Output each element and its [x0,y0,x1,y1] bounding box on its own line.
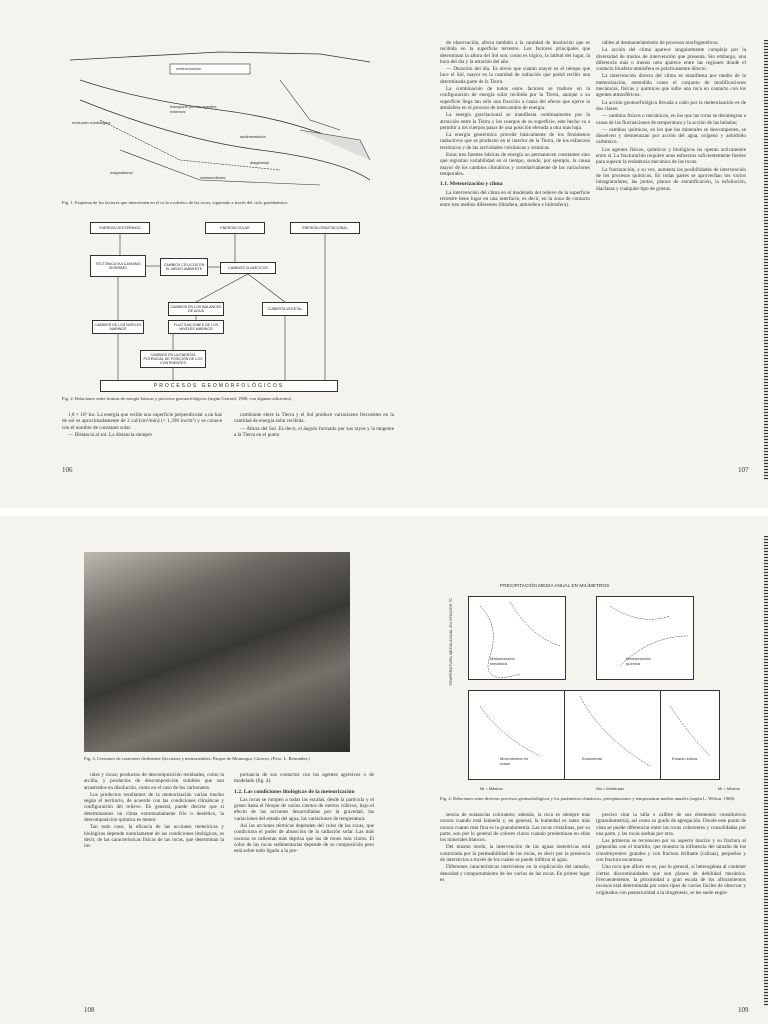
paragraph: Las primeras se reconocen por su aspecto macizo y su fractura al golpearlas con el martillo, que muestra la influencia del tamaño de los constituyentes: grandes y con fractura brillante (calizas), pequeños y con fractura escamosa. [596,838,746,864]
paragraph: — Distancia al sol. La distancia siempre [68,431,152,438]
box-geothermal-energy: ENERGÍA GEOTÉRMICA [90,222,150,234]
panel-label-runoff: Exosmento [582,756,603,761]
paragraph: Así las acciones térmicas dependen del color de las rocas, que condiciona el poder de absorción de la radiación solar. Las más oscuras se calientan más deprisa que las de tonos más claros. El color de las rocas sedimentarias depende de su composición pero está sobre todo ligado a la pre- [234,823,374,855]
paragraph: rables al desmantelamiento de procesos morfogenéticos. [602,40,719,46]
page-106 [0,0,420,508]
figure-4-curves [420,516,768,796]
page-number: 107 [738,466,749,474]
page-107 [420,0,768,508]
text-column-right [596,40,746,193]
fig1-label-magmatism: magmatismo [110,170,133,175]
box-geomorphological-processes: PROCESOS GEOMORFOLÓGICOS [100,380,338,392]
figure-2-caption: Fig. 2. Relaciones entre formas de energía básicas y procesos geomorfológicos (según Gerrard, 1988, con algunas adiciones). [62,396,293,401]
page-number: 106 [62,466,73,474]
panel-label-mass: Movimientos en masa [500,756,529,766]
paragraph: Los productos resultantes de la meteorización varían mucho según el territorio, de acuerdo con las condiciones climáticas y configuración del relieve. En general, puede decirse que si determinamos un clima extremadamente frío o desértico, la descomposición química es menor. [84,791,224,824]
paragraph: Las rocas se rompen a todas las escalas, desde la partícula y el grano hasta el bloque de varios cientos de metros cúbicos, bajo el efecto de las acciones desarrolladas por la gravedad, las variaciones del estado del agua, las variaciones de temperatura. [234,796,374,822]
chart-title: PRECIPITACIÓN MEDIA ANUAL EN MILÍMETROS [500,584,610,589]
paragraph: 1,8 × 10² kw. La energía que recibe una superficie perpendicular a un haz de sol es aproximadamente de 2 cal/(cm²/min) (= 1,396 kw/m²) y se conoce con el nombre de constante solar. [62,412,222,431]
paragraph: Una roca que afloro en es, por lo general, sí heterogénea al contener ciertas discontinuidades que son planos de debilidad mecánica. Frecuentemente, la proximidad a gran escala de los afloramientos rocosos está determinada por estos tipos de vacíos fáciles de observar y originados con posterioridad a la litogénesis, se les suele englo- [596,864,746,896]
paragraph: preciso citar la talla o calibre de sus elementos constitutivos (granulometría), así como su grado de agregación. Donde este punto de vista se puede diferenciar entre las rocas coherentes y consolidadas por una parte, y las rocas sueltas por otra. [596,812,746,837]
box-solar-energy: ENERGÍA SOLAR [205,222,265,234]
box-climatic-changes: CAMBIOS CLIMÁTICOS [220,262,276,274]
paragraph: La energía geotérmica procede básicamente de los fenómenos radiactivos que se producen en el interior de la Tierra, de los esfuerzos tectónicos y de las actividades volcánicas y sísmicas. [440,132,590,151]
page-separator [0,508,768,516]
box-potential-energy: CAMBIOS EN LA ENERGÍA POTENCIAL DE POSICIÓN DE LOS CONTINENTES [140,350,206,368]
y-axis-label: TEMPERATURA MEDIA ANUAL EN GRADOS °C [448,597,453,686]
paragraph: La fracturación, a su vez, aumenta las posibilidades de intervención de los procesos químicos. En todas partes se aprovechan los vacíos intragranulares, las juntas, planos de estratificación, la esfoliación, diaclasas y cualquier tipo de grietas. [596,166,746,192]
text-column-right [234,412,394,439]
figure-2-arrows [0,0,420,400]
fig1-label-transport: transporte por los agentes externos [170,104,217,114]
text-column-right [596,812,746,897]
legend-item: Mí = Mínimo [717,786,740,791]
paragraph: La combinación de todos estos factores se traduce en la configuración de energía solar recibida por la Tierra, aunque a su superficie llega tan sólo una fracción a causa del efecto que ejerce la atmósfera en el proceso de intercambio de energía. [440,86,590,111]
figure-4-caption: Fig. 4. Relaciones entre diversos procesos geomorfológicos y los parámetros climáticos, precipitaciones y temperaturas medias anuales (según L. Wilson, 1968). [440,796,736,801]
page-109 [420,516,768,1024]
box-vegetation-cover: CUBIERTA VEGETAL [262,302,308,316]
fig1-label-metamorphism: metamorfismo [200,175,226,180]
paragraph: La acción del clima aparece singularmente compleja por la diversidad de modos de intervención que presenta. Sin embargo, una diferencia más o menos neta aparece entre las regiones donde el contacto litosfera-atmósfera es prácticamente directo. [596,47,746,73]
box-tectonics: TECTÓNICA VULCANISMO SISMISMO [90,255,146,277]
paragraph: cambiante entre la Tierra y el Sol produce variaciones frecuentes en la cantidad de energía solar recibida. [234,412,394,425]
box-gravitational-energy: ENERGÍA GRAVITACIONAL [290,222,360,234]
fig1-label-soil: evolución edafológica [72,120,111,125]
text-column-left [440,40,590,209]
paragraph: sencia de sustancias colorantes; además, la roca es siempre más oscura cuando está húmeda y, en general, la humedad es tanto más oscura cuanto más fina es la granulometría. Las rocas cristalinas, por su parte, son por lo general de colores claros cuando predominan en ellas los minerales blancos. [440,812,590,844]
text-column-left [440,812,590,884]
paragraph: portancia de sus contactos con los agentes agresivos o de modelado (fig. 4). [234,772,374,785]
paragraph: La intervención directa del clima se manifiesta por medio de la meteorización, entendida como el conjunto de modificaciones mecánicas, físicas y químicas que sufre una roca en contacto con los agentes atmosféricos. [596,73,746,99]
rock-outcrop-photo [84,552,350,752]
paragraph: — cambios químicos, en los que los minerales se descomponen, se disuelven y desmenuzan por acción del agua, oxígeno y anhídrido carbónico. [596,126,746,146]
page-number: 109 [738,1006,749,1014]
box-cyclic-changes: CAMBIOS CÍCLICOS EN EL MEDIO AMBIENTE [160,258,208,276]
page-number: 108 [84,1006,95,1014]
legend-item: Mo = Moderado [596,786,625,791]
fig1-label-diagenesis: diagénesis [250,160,270,165]
fig1-label-sedimentation: sedimentación [240,134,266,139]
panel-label-mechanical: Meteorización mecánica [490,656,515,666]
paragraph: — cambios físicos o mecánicos, en los que las rocas se desintegran a causa de las fluctuaciones de temperatura y la acción de las heladas; [596,113,746,126]
section-heading: 1.1. Meteorización y clima [440,181,503,188]
text-column-right [234,772,374,856]
text-column-left [62,412,222,439]
paragraph: Diferentes características intervienen en la explicación del tamaño, densidad y comportamiento de los vacíos de las rocas. En primer lugar es [440,864,590,883]
figure-3-caption: Fig. 3. Crestones de caracteres fácilmente (lecciones y meteorizables. Parque de Montsegur, Cáceres. (Foto: L. Bermúdez.) [84,756,311,761]
page-edge-marks [764,40,768,480]
paragraph: — Duración del día. Es obvio que cuanto mayor es el tiempo que luce el Sol, mayor es la cantidad de radiación que podrá recibir una determinada parte de la Tierra. [440,66,590,85]
chart-legend [480,786,740,791]
paragraph: La acción geomorfológica llevada a cabo por la meteorización es de dos clases: [596,99,746,112]
text-column-left [84,772,224,851]
box-water-balance: CAMBIOS EN LOS BALANCES DE AGUA [168,302,224,316]
legend-item: Mi = Máximo [480,786,503,791]
paragraph: Tan todo caso, la eficacia de las acciones meteóricas y biológicas depende notoriamente de las condiciones litológicas, es decir, de las características físicas de las rocas, que determinan la im- [84,824,224,850]
paragraph: Los agentes físicos, químicos y biológicos no operan activamente entre sí. La fracturación requiere unos esfuerzos suficientemente fuertes para superar la resistencia mecánica de las rocas. [596,146,746,166]
panel-label-wind: Erosión eólica [672,756,698,761]
box-sea-level-fluctuations: FLUCTUACIONES DE LOS NIVELES MARINOS [168,320,224,334]
box-sea-level-changes: CAMBIOS DE LOS NIVELES MARINOS [92,320,144,334]
paragraph: La energía gravitacional se manifiesta continuamente por la atracción entre la Tierra y los cuerpos de su superficie, este hecho va a permitir a los cuerpos pasar de una posición elevada a otra más baja. [440,112,590,131]
page-108 [0,516,420,1024]
page-edge-marks [764,536,768,1006]
paragraph: La intervención del clima en el modelado del relieve de la superficie terrestre tiene lugar en una interfacie, es decir, en la zona de contacto entre tres medios diferentes (litosfera, atmósfera e hidrosfera). [440,189,590,209]
paragraph: de observación, afecta también a la cantidad de insolación que es recibida en la superficie terrestre. Los factores principales que determinan la altura del Sol son, como es lógico, la latitud del lugar, la hora del día y la estación del año. [440,40,590,65]
section-heading: 1.2. Las condiciones litológicas de la meteorización [234,788,355,795]
paragraph: rales y rocas; productos de descomposición residuales, como la arcilla, y productos de descomposición solubles que son arrastrados en disolución, como en el caso de los carbonatos. [84,772,224,791]
figure-1-caption: Fig. 1. Esquema de los factores que intervienen en el ciclo evolutivo de las rocas, siguiendo a través del ciclo geodinámico. [62,200,289,205]
panel-label-chemical: Meteorización química [626,656,651,666]
paragraph: — Altura del Sol. Es decir, el ángulo formado por sus rayos y la tangente a la Tierra en el punto [234,425,394,438]
paragraph: Estas tres fuentes básicas de energía no permanecen constantes sino que registran variabilidad en el tiempo, siendo, por ejemplo, la causa mayor de los cambios climáticos y correlativamente de las variaciones temporales. [440,152,590,177]
paragraph: Del mismo modo, la intervención de las aguas meteóricas está controlada por la permeabilidad de las rocas, es decir por la presencia de intersticios a través de los cuales se puede infiltrar el agua. [440,844,590,864]
fig1-label-weathering: meteorización [176,66,201,71]
